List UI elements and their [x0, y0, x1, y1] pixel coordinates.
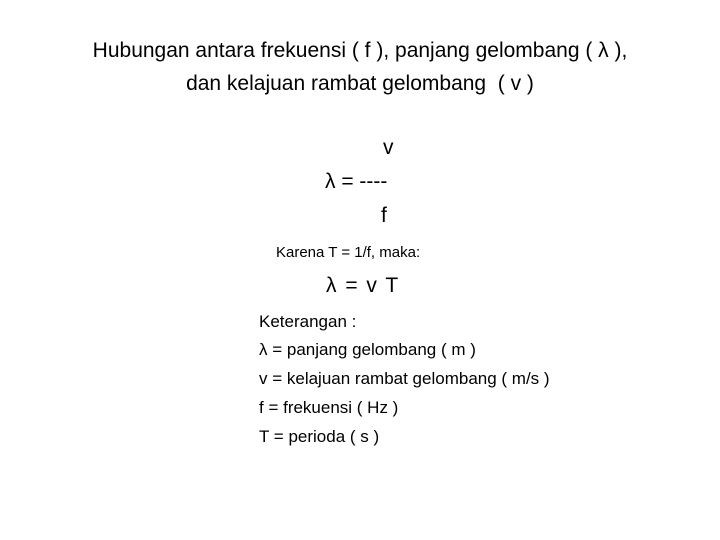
keterangan-item-v: v = kelajuan rambat gelombang ( m/s ) [259, 369, 550, 388]
title-line-1: Hubungan antara frekuensi ( f ), panjang gelombang ( λ ), [92, 39, 628, 62]
formula-lhs: λ = ---- [325, 170, 388, 193]
formula-numerator: v [383, 136, 394, 159]
keterangan-item-lambda: λ = panjang gelombang ( m ) [259, 340, 476, 359]
formula-denominator: f [381, 204, 387, 227]
keterangan-heading: Keterangan : [259, 312, 357, 331]
keterangan-item-f: f = frekuensi ( Hz ) [259, 398, 399, 417]
formula-lambda-vt: λ = v T [326, 274, 399, 297]
title-line-2: dan kelajuan rambat gelombang ( v ) [186, 72, 534, 95]
karena-text: Karena T = 1/f, maka: [276, 244, 421, 261]
keterangan-item-t: T = perioda ( s ) [259, 427, 380, 446]
